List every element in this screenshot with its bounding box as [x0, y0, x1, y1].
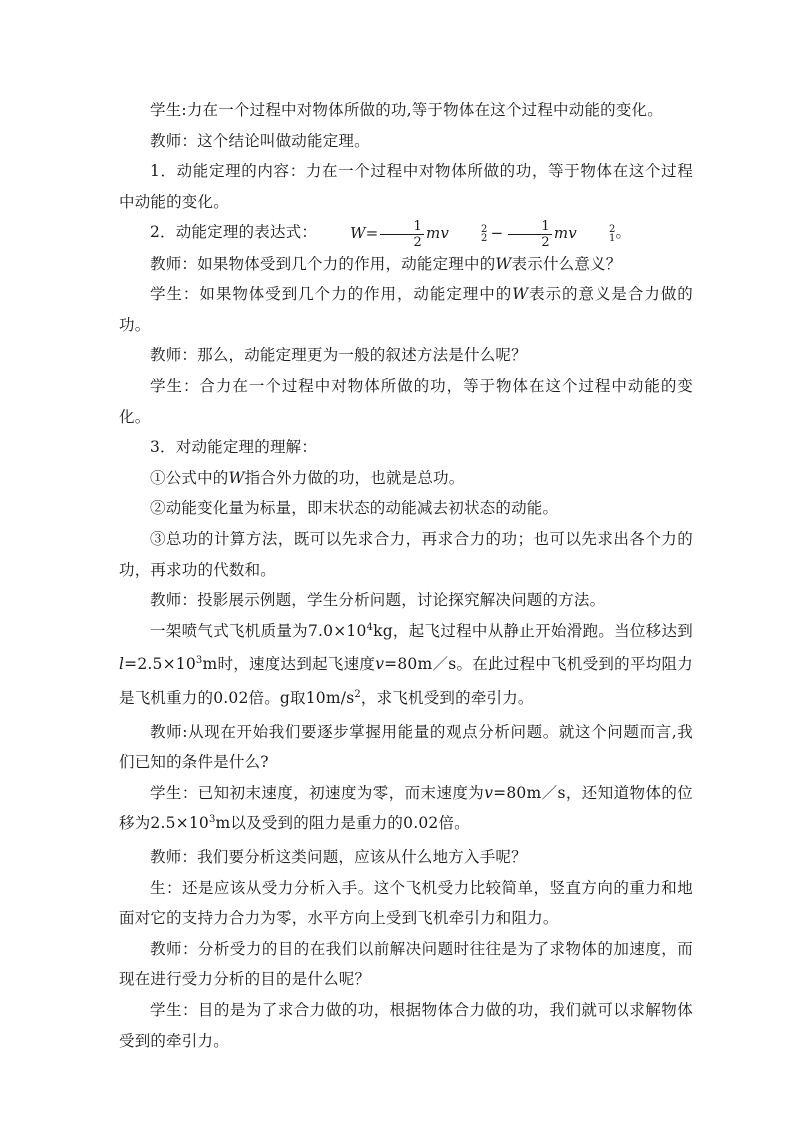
paragraph-student-answer-w: 学生：如果物体受到几个力的作用，动能定理中的W表示的意义是合力做的功。 [119, 285, 693, 334]
variable-w: W [495, 254, 512, 273]
paragraph-understanding-3: ③总功的计算方法，既可以先求合力，再求合力的功；也可以先求出各个力的功，再求功的代数和。 [119, 530, 693, 579]
paragraph-teacher-question-w: 教师：如果物体受到几个力的作用，动能定理中的W表示什么意义？ [150, 254, 622, 273]
paragraph-teacher-5: 教师：我们要分析这类问题，应该从什么地方入手呢？ [150, 847, 527, 866]
variable-l: l [119, 655, 125, 674]
formula-supsub-1: 2 1 [608, 224, 616, 245]
formula-supsub-2: 2 2 [481, 224, 488, 245]
paragraph-teacher-6: 教师：分析受力的目的在我们以前解决问题时往往是为了求物体的加速度，而现在进行受力分析的目的是什么呢？ [119, 939, 693, 989]
fraction-numerator: 1 [380, 220, 423, 235]
document-page [119, 95, 693, 1056]
formula-label: 2．动能定理的表达式： [150, 223, 318, 242]
fraction-denominator: 2 [413, 234, 422, 250]
formula-minus: − [490, 224, 504, 243]
kinetic-energy-formula [319, 218, 615, 249]
paragraph-teacher-3: 教师：投影展示例题，学生分析问题，讨论探究解决问题的方法。 [150, 591, 606, 610]
gravity-value: 10m/s [305, 688, 355, 707]
variable-w: W [228, 468, 245, 487]
paragraph-teacher-2: 教师：那么，动能定理更为一般的叙述方法是什么呢？ [150, 346, 527, 365]
paragraph-teacher-1: 教师：这个结论叫做动能定理。 [150, 131, 370, 150]
formula-period: 。 [615, 223, 632, 242]
formula-mv-2: mv [425, 224, 450, 243]
paragraph-example-problem: 一架喷气式飞机质量为$7.0\times 10^4kg$，起飞过程中从静止开始滑跑。当位移达到$l=2.5\times 10^3m$时，速度达到起飞速度v=80m／s。在此过程中飞机受到的平均阻力是飞机重力的0.02倍。g取$10m/s^2$，求飞机受到的牵引力。 [119, 621, 693, 707]
paragraph-understanding-2: ②动能变化量为标量，即末状态的动能减去初状态的动能。 [150, 499, 559, 518]
variable-w: W [512, 285, 529, 304]
fraction-half-1 [380, 220, 423, 249]
takeoff-distance: =2.5×10 [124, 655, 196, 674]
paragraph-theorem-content: 1．动能定理的内容：力在一个过程中对物体所做的功，等于物体在这个过程中动能的变化。 [119, 162, 693, 211]
paragraph-teacher-4: 教师:从现在开始我们要逐步掌握用能量的观点分析问题。就这个问题而言,我们已知的条件是什么? [119, 722, 693, 772]
paragraph-student-known-conditions: 学生：已知初末速度，初速度为零，而末速度为v=80m／s，还知道物体的位移为$2.5\times 10^3m$以及受到的阻力是重力的0.02倍。 [119, 783, 693, 833]
plane-mass: 7.0×10 [307, 621, 367, 640]
formula-mv-1: mv [553, 224, 577, 243]
paragraph-understanding-1: ①公式中的W指合外力做的功，也就是总功。 [150, 468, 465, 487]
paragraph-theorem-formula [119, 217, 693, 248]
takeoff-speed: =80m／s [384, 655, 457, 674]
fraction-half-2 [508, 220, 551, 249]
paragraph-student-2: 学生：合力在一个过程中对物体所做的功，等于物体在这个过程中动能的变化。 [119, 377, 693, 426]
paragraph-understanding-heading: 3．对动能定理的理解： [150, 438, 318, 457]
formula-lhs: W= [350, 224, 379, 243]
fraction-numerator: 1 [508, 220, 551, 235]
variable-v: v [484, 783, 494, 802]
paragraph-student-1: 学生:力在一个过程中对物体所做的功,等于物体在这个过程中动能的变化。 [150, 101, 663, 119]
variable-v: v [375, 655, 385, 674]
paragraph-student-final: 学生：目的是为了求合力做的功，根据物体合力做的功，我们就可以求解物体受到的牵引力。 [119, 1000, 693, 1050]
paragraph-student-force-analysis: 生：还是应该从受力分析入手。这个飞机受力比较简单，竖直方向的重力和地面对它的支持力合力为零，水平方向上受到飞机牵引力和阻力。 [119, 878, 693, 928]
fraction-denominator: 2 [541, 234, 550, 250]
